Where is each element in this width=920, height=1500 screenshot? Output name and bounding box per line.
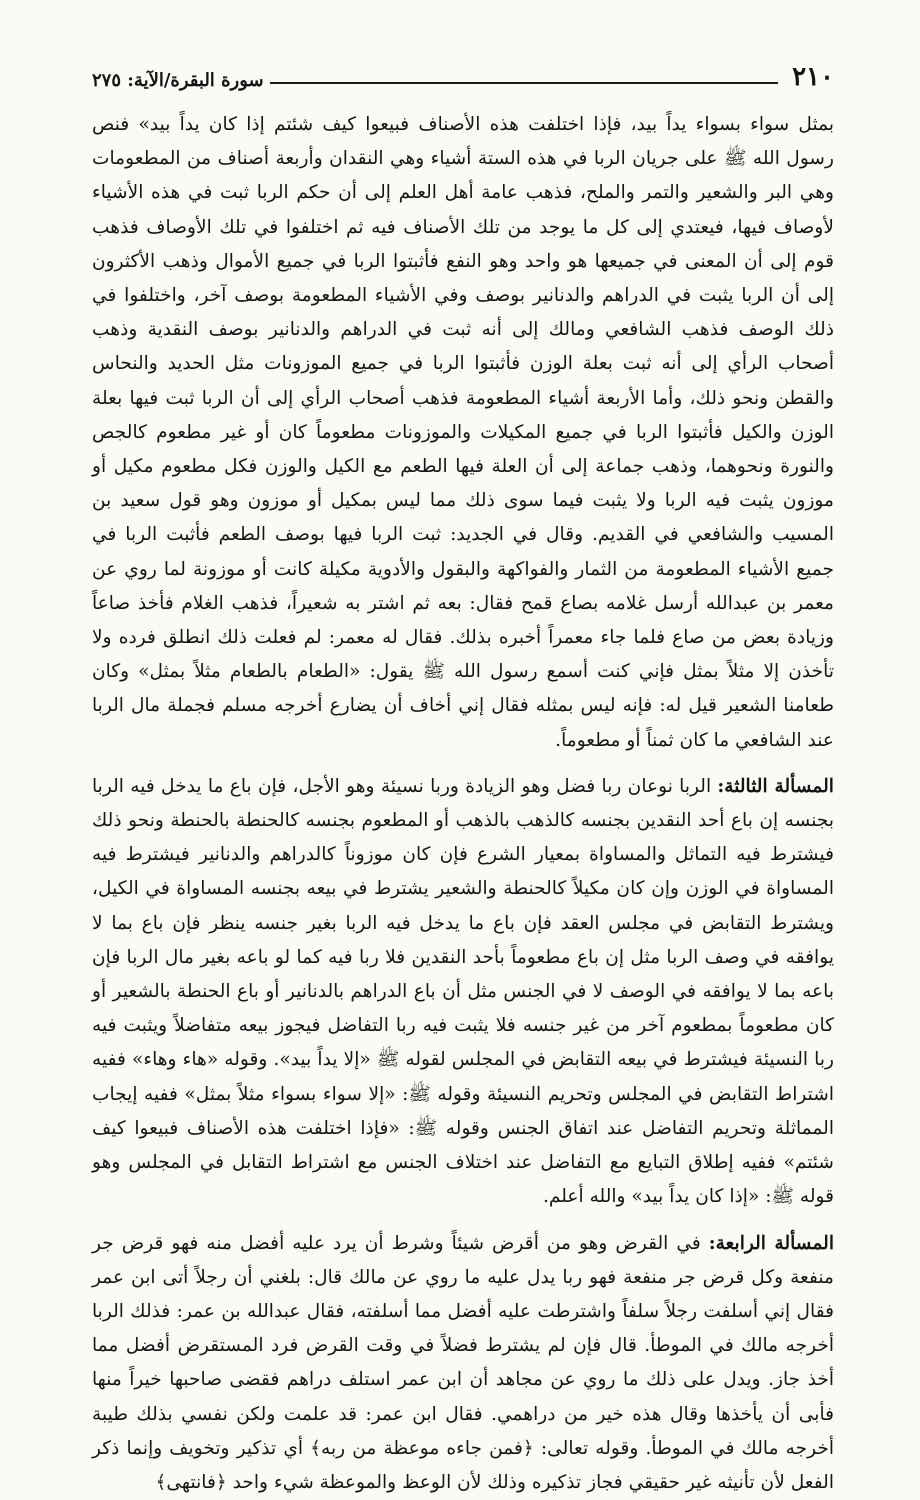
paragraph-issue-three — [92, 770, 834, 1215]
paragraph-continuation — [92, 108, 834, 758]
section-title: المسألة الثالثة: — [717, 776, 834, 797]
paragraph-text: بمثل سواء بسواء يداً بيد، فإذا اختلفت هذه الأصناف فبيعوا كيف شئتم إذا كان يداً بيد» فنص رسول الله ﷺ على جريان الربا في هذه الستة أشياء وهي النقدان وأربعة أصناف من المطعومات وهي البر والشعير والتمر والملح، فذهب عامة أهل العلم إلى أن حكم الربا ثبت في هذه الأشياء لأوصاف فيها، فيعتدي إلى كل ما يوجد من تلك الأصناف فيه ثم اختلفوا في تلك الأوصاف فذهب قوم إلى أن المعنى في جميعها هو واحد وهو النفع فأثبتوا الربا في جميع الأموال وذهب الأكثرون إلى أن الربا يثبت في الدراهم والدنانير بوصف وفي الأشياء المطعومة بوصف آخر، واختلفوا في ذلك الوصف فذهب الشافعي ومالك إلى أنه ثبت في الدراهم والدنانير بوصف النقدية وذهب أصحاب الرأي إلى أنه ثبت بعلة الوزن فأثبتوا الربا في جميع الموزونات مثل الحديد والنحاس والقطن ونحو ذلك، وأما الأربعة أشياء المطعومة فذهب أصحاب الرأي إلى أن الربا ثبت فيها بعلة الوزن والكيل فأثبتوا الربا في جميع المكيلات والموزونات مطعوماً كان أو غير مطعوم كالجص والنورة ونحوهما، وذهب جماعة إلى أن العلة فيها الطعم مع الكيل والوزن فكل مطعوم مكيل أو موزون يثبت فيه الربا ولا يثبت فيما سوى ذلك مما ليس بمكيل أو موزون وهو قول سعيد بن المسيب والشافعي في القديم. وقال في الجديد: ثبت الربا فيها بوصف الطعم فأثبت الربا في جميع الأشياء المطعومة من الثمار والفواكهة والبقول والأدوية مكيلة كانت أو موزونة لما روي عن معمر بن عبدالله أرسل غلامه بصاع قمح فقال: بعه ثم اشتر به شعيراً، فذهب الغلام فأخذ صاعاً وزيادة بعض من صاع فلما جاء معمراً أخبره بذلك. فقال له معمر: لم فعلت ذلك انطلق فرده ولا تأخذن إلا مثلاً بمثل فإني كنت أسمع رسول الله ﷺ يقول: «الطعام بالطعام مثلاً بمثل» وكان طعامنا الشعير قيل له: فإنه ليس بمثله فقال إني أخاف أن يضارع أخرجه مسلم فجملة مال الربا عند الشافعي ما كان ثمناً أو مطعوماً. — [92, 114, 834, 751]
paragraph-text: الربا نوعان ربا فضل وهو الزيادة وربا نسيئة وهو الأجل، فإن باع ما يدخل فيه الربا بجنسه إن باع أحد النقدين بجنسه كالذهب بالذهب أو المطعوم بجنسه كالحنطة بالحنطة ونحو ذلك فيشترط فيه التماثل والمساواة بمعيار الشرع فإن كان موزوناً كالدراهم والدنانير فيشترط فيه المساواة في الوزن وإن كان مكيلاً كالحنطة والشعير يشترط في بيعه بجنسه المساواة في الكيل، ويشترط التقابض في مجلس العقد فإن باع ما يدخل فيه الربا بغير جنسه ينظر فإن باع بما لا يوافقه في وصف الربا مثل إن باع مطعوماً بأحد النقدين فلا ربا فيه كما لو باعه بغير مال الربا فإن باعه بما لا يوافقه في الوصف لا في الجنس مثل أن باع الدراهم بالدنانير أو باع الحنطة بالشعير أو كان مطعوماً بمطعوم آخر من غير جنسه فلا يثبت فيه ربا التفاضل فيجوز بيعه متفاضلاً ويثبت فيه ربا النسيئة فيشترط في بيعه التقابض في المجلس لقوله ﷺ «إلا يداً بيد». وقوله «هاء وهاء» ففيه اشتراط التقابض في المجلس وتحريم النسيئة وقوله ﷺ: «إلا سواء بسواء مثلاً بمثل» ففيه إيجاب المماثلة وتحريم التفاضل عند اتفاق الجنس وقوله ﷺ: «فإذا اختلفت هذه الأصناف فبيعوا كيف شئتم» ففيه إطلاق التبايع مع التفاضل عند اختلاف الجنس مع اشتراط التقابل في المجلس وهو قوله ﷺ: «إذا كان يداً بيد» والله أعلم. — [92, 776, 834, 1207]
running-header — [92, 40, 834, 90]
paragraph-text: في القرض وهو من أقرض شيئاً وشرط أن يرد عليه أفضل منه فهو قرض جر منفعة وكل قرض جر منفعة فهو ربا يدل عليه ما روي عن مالك قال: بلغني أن رجلاً أتى ابن عمر فقال إني أسلفت رجلاً سلفاً واشترطت عليه أفضل مما أسلفته، فقال عبدالله بن عمر: فذلك الربا أخرجه مالك في الموطأ. قال فإن لم يشترط فضلاً في وقت القرض فرد المستقرض أفضل مما أخذ جاز. ويدل على ذلك ما روي عن مجاهد أن ابن عمر استلف دراهم فقضى صاحبها خيراً منها فأبى أن يأخذها وقال هذه خير من دراهمي. فقال ابن عمر: قد علمت ولكن نفسي بذلك طيبة أخرجه مالك في الموطأ. وقوله تعالى: ﴿فمن جاءه موعظة من ربه﴾ أي تذكير وتخويف وإنما ذكر الفعل لأن تأنيثه غير حقيقي فجاز تذكيره وذلك لأن الوعظ والموعظة شيء واحد ﴿فانتهى﴾ — [92, 1233, 834, 1493]
section-title: المسألة الرابعة: — [709, 1233, 834, 1254]
page-number: ٢١٠ — [784, 64, 834, 90]
paragraph-issue-four — [92, 1227, 834, 1500]
body-text — [92, 108, 834, 1500]
surah-reference: سورة البقرة/الآية: ٢٧٥ — [92, 72, 264, 90]
header-rule — [270, 82, 779, 84]
